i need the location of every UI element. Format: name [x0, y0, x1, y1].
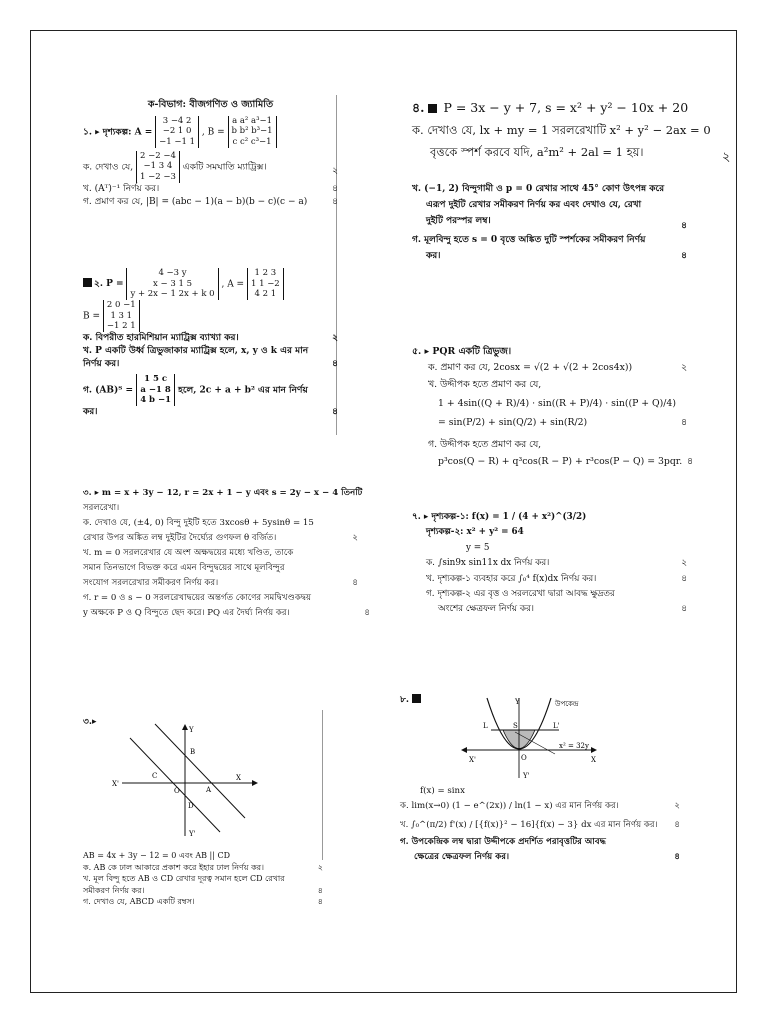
question-7	[412, 510, 687, 618]
label-l-prime: L'	[553, 722, 560, 730]
q5-kha-eq-1: 1 + 4sin((Q + R)/4) · sin((R + P)/4) · sin((P + Q)/4)	[438, 397, 676, 409]
q3-ka-1: ক. দেখাও যে, (±4, 0) বিন্দু দুইটি হতে 3xcosθ + 5ysinθ = 15	[83, 518, 314, 529]
q8-ka: ক. lim(x→0) (1 − e^(2x)) / ln(1 − x) এর মান নির্ণয় কর। ২	[400, 801, 680, 812]
label-x: X	[591, 756, 596, 764]
label-y: Y	[189, 726, 194, 734]
line-ab	[155, 724, 245, 818]
question-5	[412, 344, 693, 470]
label-d: D	[188, 802, 194, 810]
question-4-left-parts	[83, 850, 323, 908]
q7-stem: ৭. ▸ দৃশ্যকল্প-১: f(x) = 1 / (4 + x²)^(3/2)	[412, 512, 587, 522]
q2-kha-1: খ. P একটি উর্ধ্ব ত্রিভুজাকার ম্যাট্রিক্স হলে, x, y ও k এর মান	[83, 345, 309, 356]
q2-ka: ক. বিপরীত হারমিশিয়ান ম্যাট্রিক্স ব্যাখ্যা কর। ২	[83, 332, 338, 343]
q3-ga-1: গ. r = 0 ও s − 0 সরলরেখাদ্বয়ের অন্তর্গত কোণের সমদ্বিখণ্ডকদ্বয়	[83, 593, 312, 604]
q4-kha-1: খ. মূল বিন্দু হতে AB ও CD রেখার দূরত্ব সমান হলে CD রেখার	[83, 874, 285, 884]
q7-ga-2: অংশের ক্ষেত্রফল নির্ণয় কর। ৪	[438, 604, 687, 615]
label-x: X	[236, 774, 241, 782]
question-8-parts	[400, 784, 680, 865]
q1-ka: ক. দেখাও যে, 2 −2 −4 −1 3 4 1 −2 −3 একটি সমঘাতি ম্যাট্রিক্স। ২	[83, 150, 338, 182]
q3-kha-2: সমান তিনভাগে বিভক্ত করে এমন বিন্দুদ্বয়ের সাথে মূলবিন্দুর	[83, 563, 285, 574]
arrow-up-icon	[182, 724, 188, 730]
matrix-ga: 1 5 c a −1 8 4 b −1	[136, 374, 175, 406]
matrix-b: 2 0 −1 1 3 1 −1 2 1	[103, 300, 140, 332]
q2-stem: ২. P = 4 −3 y x − 3 1 5 y + 2x − 1 2x + k 0 , A = 1 2 3 1 1 −2 4 2 1	[83, 268, 338, 300]
q5-ka: ক. প্রমাণ কর যে, 2cosx = √(2 + √(2 + 2cos4x)) ২	[428, 362, 687, 374]
section-heading: ক-বিভাগ: বীজগণিত ও জ্যামিতি	[147, 99, 274, 110]
q3-stem-2: সরলরেখা।	[83, 503, 120, 514]
q2-matrix-b-line: B = 2 0 −1 1 3 1 −1 2 1	[83, 300, 338, 332]
q4r-kha-1: খ. (−1, 2) বিন্দুগামী ও p = 0 রেখার সাথে 45° কোণ উৎপন্ন করে	[412, 184, 665, 194]
q8-ga-1: গ. উপকেন্দ্রিক লম্ব দ্বারা উদ্দীপকে প্রদর্শিত পরাবৃত্তটির আবদ্ধ	[400, 837, 606, 848]
label-x-neg: X'	[112, 780, 119, 788]
q7-ga-1: গ. দৃশ্যকল্প-২ এর বৃত্ত ও সরলরেখা দ্বারা আবদ্ধ ক্ষুদ্রতর	[426, 588, 615, 599]
square-bullet-icon	[83, 278, 92, 287]
square-bullet-icon	[412, 694, 421, 703]
q7-scenario-2: দৃশ্যকল্প-২: x² + y² = 64	[426, 527, 524, 538]
q4-given: AB = 4x + 3y − 12 = 0 এবং AB || CD	[83, 851, 231, 860]
q1-stem: ১. ▸ দৃশ্যকল্প: A = 3 −4 2 −2 1 0 −1 −1 1 , B = a a² a³−1 b b² b³−1 c c² c³−1	[83, 116, 338, 148]
q4r-ga-1: গ. মূলবিন্দু হতে s = 0 বৃত্তে অঙ্কিত দুটি স্পর্শকের সমীকরণ নির্ণয়	[412, 235, 646, 246]
line-cd	[130, 738, 220, 832]
parabola-figure	[455, 694, 605, 784]
label-y-neg: Y'	[523, 772, 530, 780]
q3-ga-2: y অক্ষকে P ও Q বিন্দুতে ছেদ করে। PQ এর দৈর্ঘ্য নির্ণয় কর। ৪	[83, 608, 370, 619]
q4r-ka-2: বৃত্তকে স্পর্শ করবে যদি, a²m² + 2al = 1 হয়।	[430, 144, 644, 159]
q8-kha: খ. ∫₀^(π/2) f'(x) / [{f(x)}² − 16]{f(x) − 3} dx এর মান নির্ণয় কর। ৪	[400, 820, 680, 831]
q4-ga: গ. দেখাও যে, ABCD একটি রম্বস। ৪	[83, 897, 323, 907]
q5-ga-eq: p³cos(Q − R) + q³cos(R − P) + r³cos(P − Q) = 3pqr. ৪	[438, 455, 693, 467]
q7-line-eq: y = 5	[466, 542, 490, 553]
q1-kha: খ. (Aᵀ)⁻¹ নির্ণয় কর। ৪	[83, 183, 338, 194]
matrix-p: 4 −3 y x − 3 1 5 y + 2x − 1 2x + k 0	[126, 268, 218, 300]
q2-kha-2: নির্ণয় কর। ৪	[83, 358, 338, 369]
label-c: C	[152, 772, 158, 780]
q4-label: ৩.▸	[83, 717, 97, 727]
q8-label: ৮.	[400, 694, 680, 707]
label-l: L	[483, 722, 488, 730]
q8-ga-2: ক্ষেত্রের ক্ষেত্রফল নির্ণয় কর। ৪	[414, 852, 680, 863]
q5-kha-eq-2: = sin(P/2) + sin(Q/2) + sin(R/2) ৪	[438, 417, 687, 429]
q7-kha: খ. দৃশ্যকল্প-১ ব্যবহার করে ∫₀⁴ f(x)dx নির্ণয় কর। ৪	[426, 573, 687, 584]
lines-figure	[110, 722, 260, 840]
question-4-right	[412, 96, 711, 163]
q3-stem-1: ৩. ▸ m = x + 3y − 12, r = 2x + 1 − y এবং s = 2y − x − 4 তিনটি	[83, 488, 363, 498]
question-3	[83, 486, 370, 621]
q4r-ka-1: ক. দেখাও যে, lx + my = 1 সরলরেখাটি x² + y² − 2ax = 0	[412, 122, 711, 137]
q5-stem: ৫. ▸ PQR একটি ত্রিভুজ।	[412, 346, 512, 357]
label-a: A	[206, 786, 212, 794]
q4-kha-2: সমীকরণ নির্ণয় কর। ৪	[83, 885, 323, 895]
label-o: O	[174, 787, 180, 795]
arrow-right-icon	[591, 747, 597, 753]
q4-ka: ক. AB কে ঢাল আকারে প্রকাশ করে ইহার ঢাল নির্ণয় কর। ২	[83, 862, 323, 872]
q4r-kha-2: এরূপ দুইটি রেখার সমীকরণ নির্ণয় কর এবং দেখাও যে, রেখা	[426, 199, 642, 210]
matrix-a: 3 −4 2 −2 1 0 −1 −1 1	[155, 116, 199, 148]
question-4-right-parts	[412, 182, 687, 265]
matrix-a: 1 2 3 1 1 −2 4 2 1	[247, 268, 284, 300]
matrix-ka: 2 −2 −4 −1 3 4 1 −2 −3	[136, 151, 180, 183]
q1-ga: গ. প্রমাণ কর যে, |B| = (abc − 1)(a − b)(b − c)(c − a) ৪	[83, 196, 338, 207]
matrix-b: a a² a³−1 b b² b³−1 c c² c³−1	[228, 116, 277, 148]
label-equation: x² = 32y	[559, 742, 589, 750]
label-b: B	[190, 748, 196, 756]
q2-ga: গ. (AB)ᵀ = 1 5 c a −1 8 4 b −1 হলে, 2c + a + b² এর মান নির্ণয়	[83, 373, 308, 406]
q4r-ga-2: কর। ৪	[426, 251, 687, 261]
arrow-left-icon	[461, 747, 467, 753]
q8-function: f(x) = sinx	[420, 786, 465, 796]
q7-ka: ক. ∫sin9x sin11x dx নির্ণয় কর। ২	[426, 558, 687, 569]
column-divider	[322, 710, 323, 860]
arrow-right-icon	[252, 780, 258, 786]
q2-ga-2: কর। ৪	[83, 406, 338, 417]
label-y-neg: Y'	[189, 830, 196, 838]
label-title: উপকেন্দ্র	[555, 700, 579, 708]
q3-kha-3: সংযোগ সরলরেখার সমীকরণ নির্ণয় কর। ৪	[83, 578, 358, 589]
question-2	[83, 268, 338, 419]
q4r-stem: ৪. P = 3x − y + 7, s = x² + y² − 10x + 20	[412, 100, 689, 115]
q5-ga: গ. উদ্দীপক হতে প্রমাণ কর যে,	[428, 439, 542, 451]
label-s: S	[513, 722, 518, 730]
label-y: Y	[515, 698, 520, 706]
q3-ka-2: রেখার উপর অঙ্কিত লম্ব দুইটির দৈর্ঘ্যের গুণফল θ বর্জিত। ২	[83, 533, 358, 544]
q3-kha-1: খ. m = 0 সরলরেখার যে অংশ অক্ষদ্বয়ের মধ্যে খণ্ডিত, তাকে	[83, 548, 294, 559]
q4r-kha-3: দুইটি পরস্পর লম্ব। ৪	[426, 215, 687, 231]
page-number: ২	[722, 150, 731, 165]
square-bullet-icon	[428, 104, 437, 113]
label-o: O	[521, 754, 527, 762]
label-x-neg: X'	[469, 756, 476, 764]
q5-kha: খ. উদ্দীপক হতে প্রমাণ কর যে,	[428, 378, 542, 390]
question-1	[83, 98, 338, 209]
